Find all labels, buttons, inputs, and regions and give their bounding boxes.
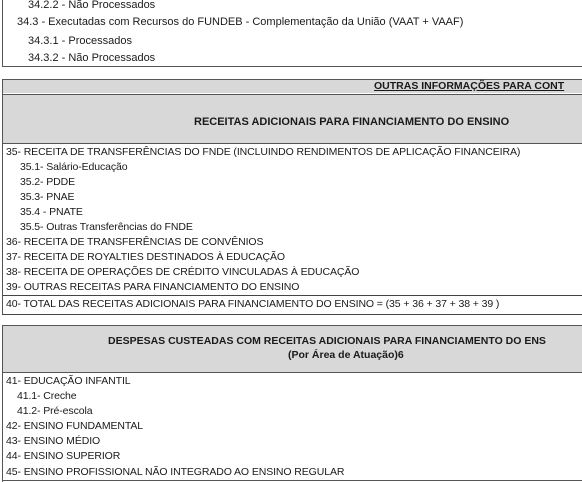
row-34-2-2: 34.2.2 - Não Processados xyxy=(28,0,156,11)
row-35-1: 35.1- Salário-Educação xyxy=(20,161,128,173)
receitas-left-border xyxy=(2,79,3,315)
row-43: 43- ENSINO MÉDIO xyxy=(6,435,101,447)
despesas-header-line2: (Por Área de Atuação)6 xyxy=(288,349,404,361)
row-36: 36- RECEITA DE TRANSFERÊNCIAS DE CONVÊNIOS xyxy=(6,236,264,248)
row-40-total: 40- TOTAL DAS RECEITAS ADICIONAIS PARA FINANCIAMENTO DO ENSINO = (35 + 36 + 37 + 38 + 39 ) xyxy=(6,298,500,310)
receitas-header-bottom xyxy=(2,143,582,144)
row-37: 37- RECEITA DE ROYALTIES DESTINADOS À EDUCAÇÃO xyxy=(6,251,285,263)
row-44: 44- ENSINO SUPERIOR xyxy=(6,450,121,462)
row-45: 45- ENSINO PROFISSIONAL NÃO INTEGRADO AO ENSINO REGULAR xyxy=(6,466,345,478)
row-39: 39- OUTRAS RECEITAS PARA FINANCIAMENTO DO ENSINO xyxy=(6,281,300,293)
row-34-3: 34.3 - Executadas com Recursos do FUNDEB - Complementação da União (VAAT + VAAF) xyxy=(17,16,464,28)
row-35-5: 35.5- Outras Transferências do FNDE xyxy=(20,221,193,233)
receitas-header: RECEITAS ADICIONAIS PARA FINANCIAMENTO DO ENSINO xyxy=(194,116,510,128)
despesas-left-border xyxy=(2,325,3,482)
row-41: 41- EDUCAÇÃO INFANTIL xyxy=(6,375,131,387)
top-left-border xyxy=(2,0,3,66)
row-38: 38- RECEITA DE OPERAÇÕES DE CRÉDITO VINCULADAS À EDUCAÇÃO xyxy=(6,266,360,278)
row-41-2: 41.2- Pré-escola xyxy=(17,405,93,417)
despesas-bottom-border xyxy=(2,480,582,481)
row-34-3-1: 34.3.1 - Processados xyxy=(28,35,132,47)
despesas-header-bottom xyxy=(2,372,582,373)
row-35: 35- RECEITA DE TRANSFERÊNCIAS DO FNDE (INCLUINDO RENDIMENTOS DE APLICAÇÃO FINANCEIRA) xyxy=(6,146,521,158)
row-41-1: 41.1- Creche xyxy=(17,390,77,402)
despesas-header-line1: DESPESAS CUSTEADAS COM RECEITAS ADICIONAIS PARA FINANCIAMENTO DO ENS xyxy=(108,335,546,347)
row-42: 42- ENSINO FUNDAMENTAL xyxy=(6,420,144,432)
row-35-4: 35.4 - PNATE xyxy=(20,206,83,218)
row-35-2: 35.2- PDDE xyxy=(20,176,76,188)
outras-info-banner: OUTRAS INFORMAÇÕES PARA CONT xyxy=(374,80,565,92)
row-35-3: 35.3- PNAE xyxy=(20,191,75,203)
row-34-3-2: 34.3.2 - Não Processados xyxy=(28,52,156,64)
top-bottom-border xyxy=(2,66,582,67)
